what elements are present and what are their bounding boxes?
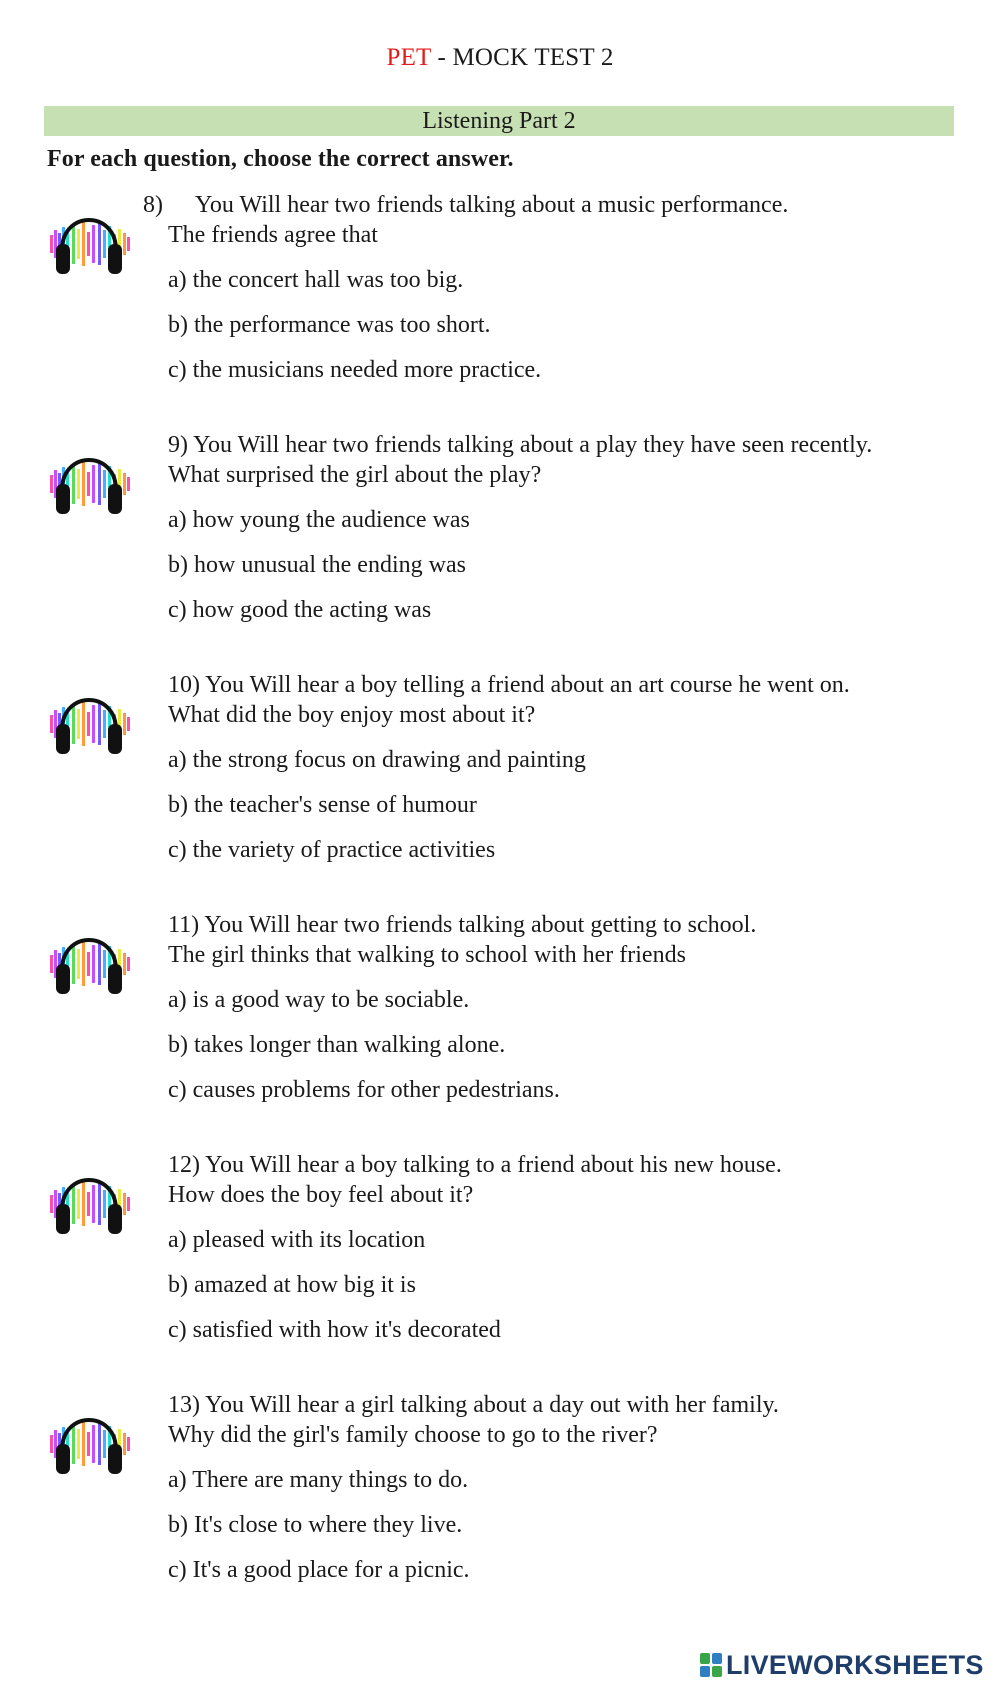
- headphones-icon: [46, 204, 132, 280]
- headphones-icon: [46, 1164, 132, 1240]
- option-a[interactable]: a) how young the audience was: [168, 507, 470, 533]
- option-c[interactable]: c) how good the acting was: [168, 597, 432, 623]
- logo-text: LIVEWORKSHEETS: [726, 1649, 984, 1680]
- question-prompt-text: You Will hear two friends talking about a music performance.: [195, 192, 789, 218]
- question-text: What surprised the girl about the play?: [168, 462, 542, 488]
- question-text: What did the boy enjoy most about it?: [168, 702, 536, 728]
- option-c[interactable]: c) causes problems for other pedestrians.: [168, 1077, 560, 1103]
- option-c[interactable]: c) satisfied with how it's decorated: [168, 1317, 501, 1343]
- option-b[interactable]: b) amazed at how big it is: [168, 1272, 416, 1298]
- question-8: [0, 192, 1000, 402]
- question-text: The friends agree that: [168, 222, 378, 248]
- question-number: 13): [168, 1392, 200, 1418]
- page-title: [0, 44, 1000, 72]
- option-b[interactable]: b) the teacher's sense of humour: [168, 792, 477, 818]
- section-banner: Listening Part 2: [44, 106, 954, 136]
- question-prompt-text: You Will hear two friends talking about getting to school.: [204, 912, 757, 938]
- option-b[interactable]: b) It's close to where they live.: [168, 1512, 463, 1538]
- option-c[interactable]: c) It's a good place for a picnic.: [168, 1557, 470, 1583]
- question-number: 8): [143, 192, 163, 218]
- option-b[interactable]: b) how unusual the ending was: [168, 552, 466, 578]
- option-a[interactable]: a) the strong focus on drawing and painting: [168, 747, 586, 773]
- question-prompt-text: You Will hear a girl talking about a day out with her family.: [205, 1392, 779, 1418]
- question-number: 9): [168, 432, 188, 458]
- question-prompt: [168, 1152, 782, 1179]
- title-rest: - MOCK TEST 2: [431, 44, 614, 71]
- option-a[interactable]: a) There are many things to do.: [168, 1467, 469, 1493]
- question-prompt: [168, 432, 872, 459]
- question-text: The girl thinks that walking to school with her friends: [168, 942, 686, 968]
- question-number: 12): [168, 1152, 200, 1178]
- question-prompt: [168, 1392, 779, 1419]
- question-number: 11): [168, 912, 200, 938]
- logo-mark-icon: [700, 1653, 722, 1677]
- headphones-icon: [46, 1404, 132, 1480]
- question-prompt-text: You Will hear a boy telling a friend about an art course he went on.: [205, 672, 850, 698]
- option-b[interactable]: b) takes longer than walking alone.: [168, 1032, 506, 1058]
- question-12: [0, 1152, 1000, 1362]
- option-c[interactable]: c) the variety of practice activities: [168, 837, 496, 863]
- question-prompt: [168, 672, 850, 699]
- question-13: [0, 1392, 1000, 1602]
- question-prompt-text: You Will hear a boy talking to a friend about his new house.: [205, 1152, 782, 1178]
- title-prefix: PET: [386, 44, 432, 71]
- option-b[interactable]: b) the performance was too short.: [168, 312, 491, 338]
- question-prompt: [143, 192, 788, 219]
- headphones-icon: [46, 924, 132, 1000]
- question-prompt-text: You Will hear two friends talking about a play they have seen recently.: [193, 432, 873, 458]
- question-9: [0, 432, 1000, 642]
- question-11: [0, 912, 1000, 1122]
- question-text: How does the boy feel about it?: [168, 1182, 474, 1208]
- question-prompt: [168, 912, 756, 939]
- option-c[interactable]: c) the musicians needed more practice.: [168, 357, 542, 383]
- headphones-icon: [46, 444, 132, 520]
- option-a[interactable]: a) the concert hall was too big.: [168, 267, 464, 293]
- option-a[interactable]: a) pleased with its location: [168, 1227, 426, 1253]
- liveworksheets-logo: [700, 1648, 996, 1682]
- option-a[interactable]: a) is a good way to be sociable.: [168, 987, 470, 1013]
- question-text: Why did the girl's family choose to go to the river?: [168, 1422, 658, 1448]
- question-10: [0, 672, 1000, 882]
- question-number: 10): [168, 672, 200, 698]
- instruction-text: For each question, choose the correct answer.: [47, 146, 514, 172]
- headphones-icon: [46, 684, 132, 760]
